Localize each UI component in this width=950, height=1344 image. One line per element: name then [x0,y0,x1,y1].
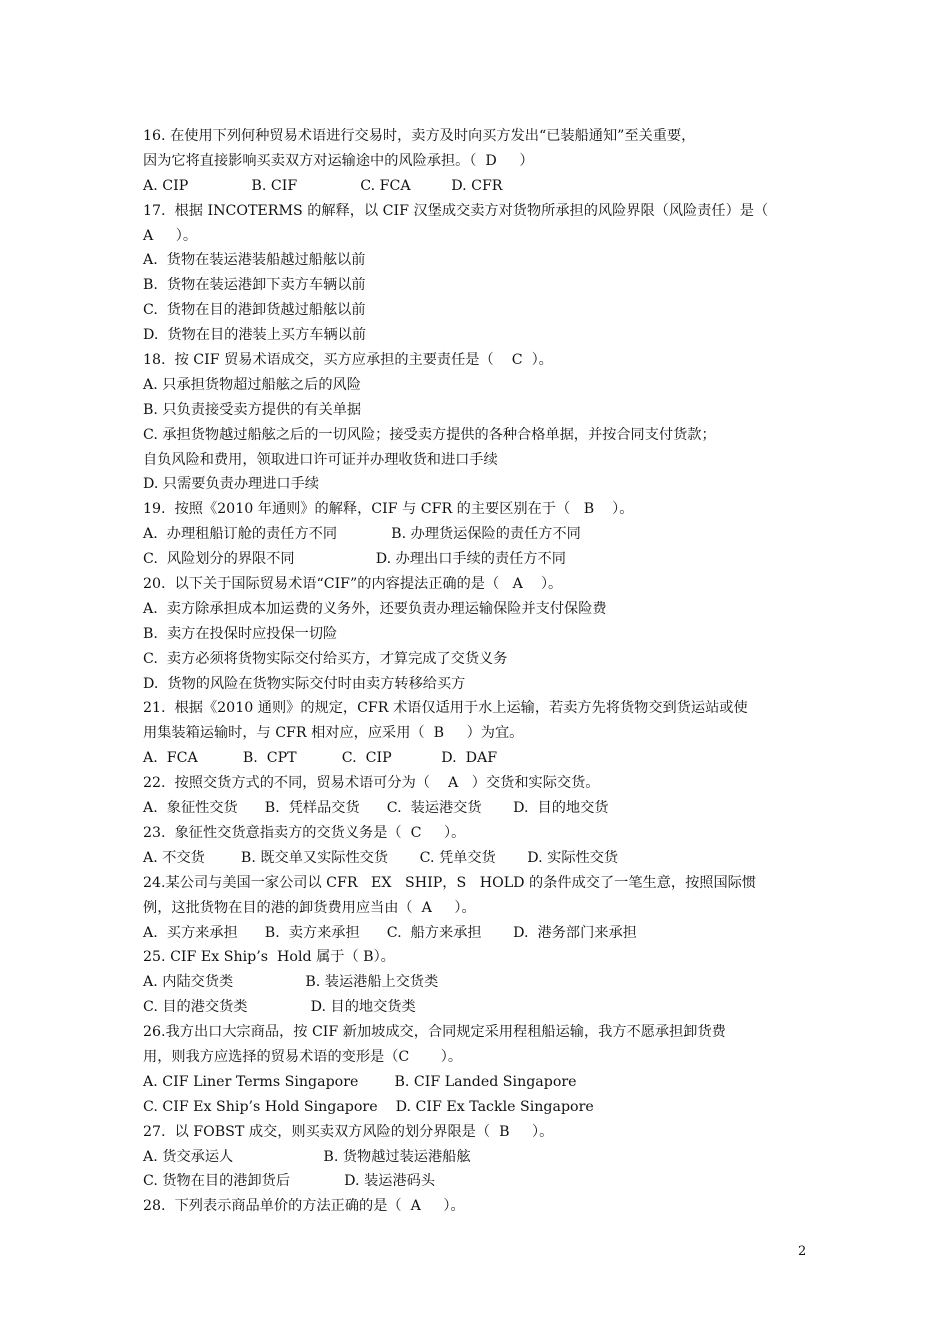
text-line: A. 办理租船订舱的责任方不同 B. 办理货运保险的责任方不同 [143,526,581,543]
text-line: 25. CIF Ex Ship’s Hold 属于（ B）。 [143,949,395,966]
text-line: B. 只负责接受卖方提供的有关单据 [143,401,362,418]
text-line: 26.我方出口大宗商品，按 CIF 新加坡成交，合同规定采用程租船运输，我方不愿承担卸货费 [143,1024,726,1041]
text-line: 16. 在使用下列何种贸易术语进行交易时，卖方及时向买方发出“已装船通知”至关重要， [143,128,696,144]
document-body [143,124,823,1219]
text-line: A. 货交承运人 B. 货物越过装运港船舷 [143,1148,471,1165]
text-line: 22. 按照交货方式的不同，贸易术语可分为（ A ）交货和实际交货。 [143,775,600,792]
text-line: A. 不交货 B. 既交单又实际性交货 C. 凭单交货 D. 实际性交货 [143,849,619,866]
text-line: 20. 以下关于国际贸易术语“CIF”的内容提法正确的是（ A ）。 [143,576,563,593]
text-line: C. CIF Ex Ship’s Hold Singapore D. CIF Ex Tackle Singapore [143,1098,594,1115]
text-line: 23. 象征性交货意指卖方的交货义务是（ C ）。 [143,824,466,841]
text-line: A. 买方来承担 B. 卖方来承担 C. 船方来承担 D. 港务部门来承担 [143,924,637,941]
text-line: B. 货物在装运港卸下卖方车辆以前 [143,277,366,294]
text-line: C. 风险划分的界限不同 D. 办理出口手续的责任方不同 [143,551,566,568]
text-line: 17. 根据 INCOTERMS 的解释，以 CIF 汉堡成交卖方对货物所承担的风险界限（风险责任）是（ [143,202,769,219]
text-line: C. 卖方必须将货物实际交付给买方，才算完成了交货义务 [143,650,508,667]
text-line: C. 货物在目的港卸货后 D. 装运港码头 [143,1173,436,1190]
text-line: A. 只承担货物超过船舷之后的风险 [143,376,361,393]
text-line: A. 货物在装运港装船越过船舷以前 [143,252,366,269]
text-line: 19. 按照《2010 年通则》的解释，CIF 与 CFR 的主要区别在于（ B ）。 [143,501,634,518]
text-line: 因为它将直接影响买卖双方对运输途中的风险承担。（ D ） [143,152,534,169]
text-line: C. 货物在目的港卸货越过船舷以前 [143,302,366,319]
text-line: 用，则我方应选择的贸易术语的变形是（C ）。 [143,1048,463,1065]
text-line: D. 货物在目的港装上买方车辆以前 [143,327,367,344]
text-line: C. 承担货物越过船舷之后的一切风险；接受卖方提供的各种合格单据，并按合同支付货款； [143,426,716,443]
text-line: A. CIF Liner Terms Singapore B. CIF Landed Singapore [143,1073,577,1090]
text-line: 27. 以 FOBST 成交，则买卖双方风险的划分界限是（ B ）。 [143,1123,554,1140]
text-line: C. 目的港交货类 D. 目的地交货类 [143,999,416,1016]
text-line: D. 只需要负责办理进口手续 [143,476,319,493]
text-line: A. 内陆交货类 B. 装运港船上交货类 [143,974,439,991]
text-line: A. 卖方除承担成本加运费的义务外，还要负责办理运输保险并支付保险费 [143,600,607,617]
text-line: A ）。 [143,227,198,244]
text-line: 例，这批货物在目的港的卸货费用应当由（ A ）。 [143,899,476,916]
text-line: A. CIP B. CIF C. FCA D. CFR [143,177,503,194]
text-line: 18. 按 CIF 贸易术语成交，买方应承担的主要责任是（ C ）。 [143,352,553,369]
page-number: 2 [798,1244,807,1259]
text-line: 28. 下列表示商品单价的方法正确的是（ A ）。 [143,1198,465,1215]
text-line: 自负风险和费用，领取进口许可证并办理收货和进口手续 [143,451,498,468]
text-line: A. 象征性交货 B. 凭样品交货 C. 装运港交货 D. 目的地交货 [143,800,609,817]
text-line: 用集装箱运输时，与 CFR 相对应，应采用（ B ）为宜。 [143,725,524,742]
text-line: D. 货物的风险在货物实际交付时由卖方转移给买方 [143,675,466,692]
text-line: A. FCA B. CPT C. CIP D. DAF [143,750,498,767]
text-line: 21. 根据《2010 通则》的规定，CFR 术语仅适用于水上运输，若卖方先将货物交到货运站或使 [143,700,748,717]
text-line: 24.某公司与美国一家公司以 CFR EX SHIP，S HOLD 的条件成交了一笔生意，按照国际惯 [143,874,757,891]
text-line: B. 卖方在投保时应投保一切险 [143,625,338,642]
